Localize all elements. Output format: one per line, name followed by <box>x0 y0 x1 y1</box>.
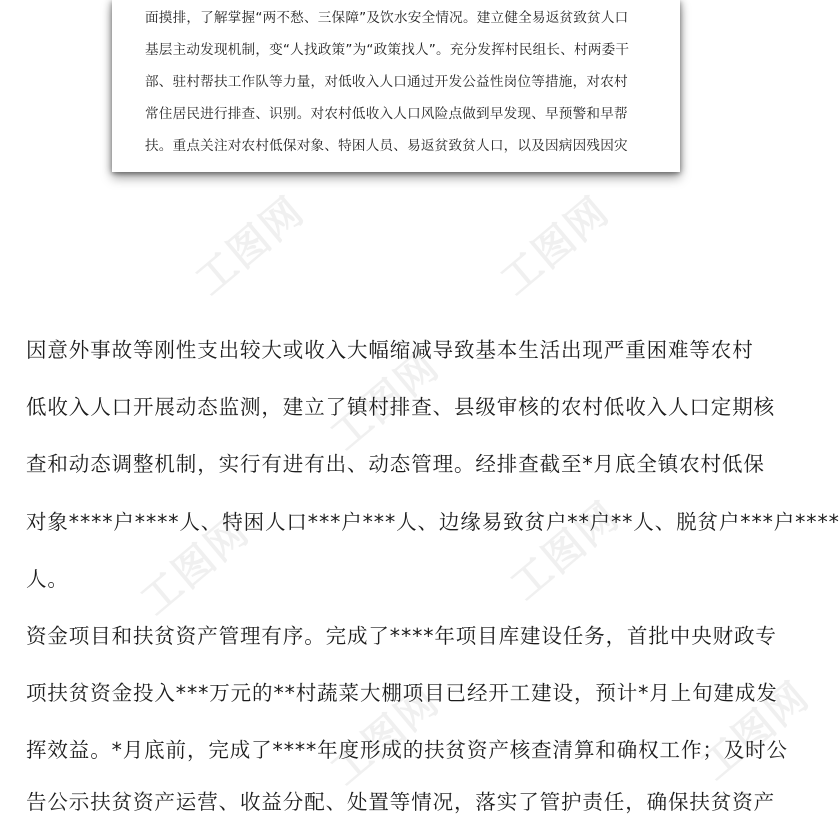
body-text-line: 挥效益。*月底前，完成了****年度形成的扶贫资产核查清算和确权工作；及时公 <box>26 738 788 762</box>
preview-line: 基层主动发现机制，变“人找政策”为“政策找人”。充分发挥村民组长、村两委干 <box>145 42 630 58</box>
preview-line: 扶。重点关注对农村低保对象、特困人员、易返贫致贫人口，以及因病因残因灾 <box>145 138 628 154</box>
watermark: 工图网 <box>692 673 819 790</box>
document-preview-card <box>112 0 680 172</box>
preview-line: 部、驻村帮扶工作队等力量，对低收入人口通过开发公益性岗位等措施，对农村 <box>145 74 628 90</box>
watermark: 工图网 <box>322 678 449 795</box>
body-text-line: 项扶贫资金投入***万元的**村蔬菜大棚项目已经开工建设，预计*月上旬建成发 <box>26 681 778 705</box>
watermark: 工图网 <box>132 508 259 625</box>
watermark: 工图网 <box>492 188 619 305</box>
body-text-line: 查和动态调整机制，实行有进有出、动态管理。经排查截至*月底全镇农村低保 <box>26 452 765 476</box>
watermark: 工图网 <box>502 493 629 610</box>
body-text-line: 人。 <box>26 567 69 591</box>
watermark: 工图网 <box>187 188 314 305</box>
body-text-line: 因意外事故等刚性支出较大或收入大幅缩减导致基本生活出现严重困难等农村 <box>26 338 754 362</box>
body-text-line: 对象****户****人、特困人口***户***人、边缘易致贫户**户**人、脱贫户***户**** <box>26 510 840 534</box>
body-text-line: 告公示扶贫资产运营、收益分配、处置等情况，落实了管护责任，确保扶贫资产 <box>26 790 775 814</box>
preview-line: 面摸排，了解掌握“两不愁、三保障”及饮水安全情况。建立健全易返贫致贫人口 <box>145 10 629 26</box>
watermark: 工图网 <box>322 343 449 460</box>
body-text-line: 低收入人口开展动态监测，建立了镇村排查、县级审核的农村低收入人口定期核 <box>26 395 775 419</box>
body-text-line: 资金项目和扶贫资产管理有序。完成了****年项目库建设任务，首批中央财政专 <box>26 624 777 648</box>
preview-line: 常住居民进行排查、识别。对农村低收入人口风险点做到早发现、早预警和早帮 <box>145 106 628 122</box>
